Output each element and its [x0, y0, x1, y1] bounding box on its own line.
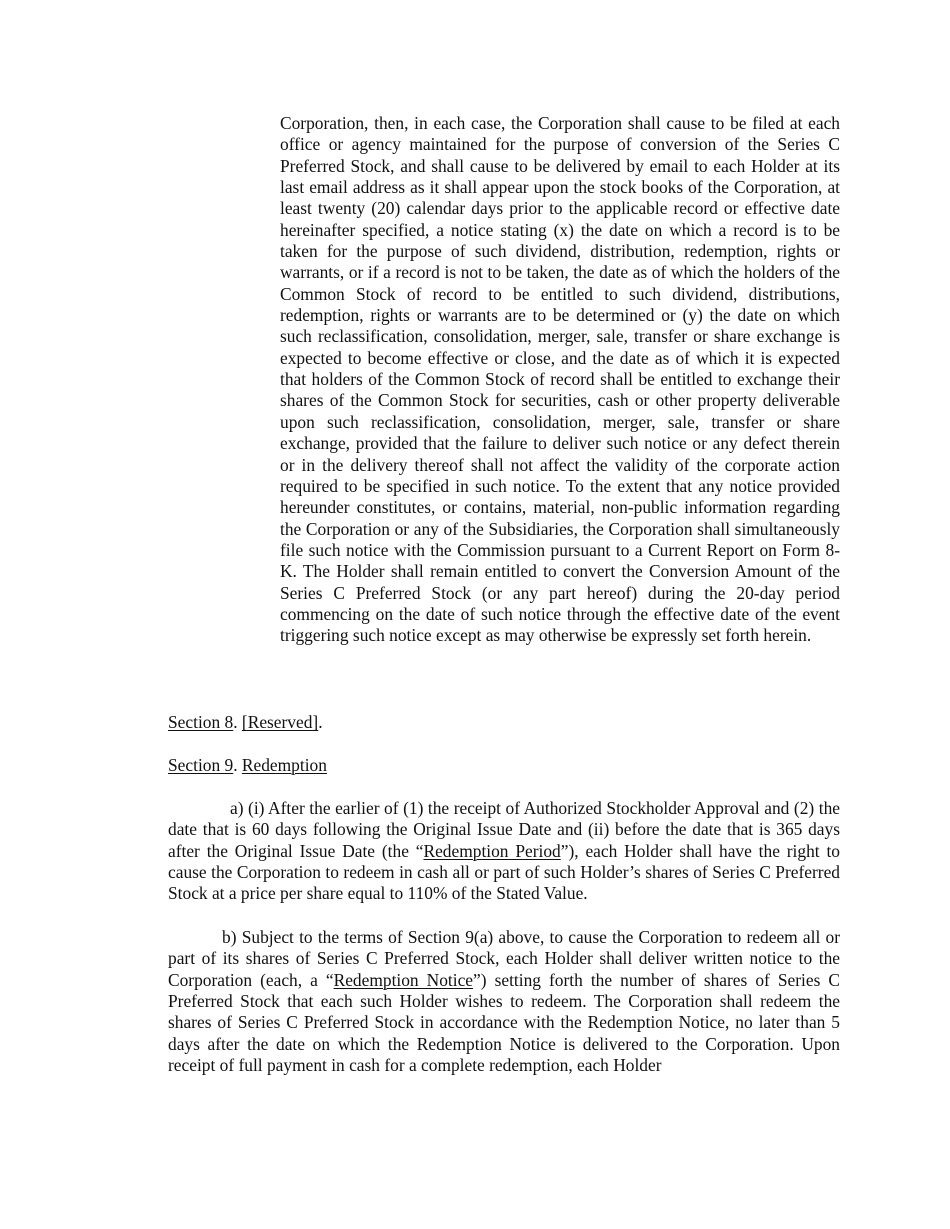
para-a-text-after: ”), each Holder shall have the right to cause the Corporation to redeem in cash all or part of such Holder’s shares of Series C Preferred Stock at a price per share equal to 110% of the Stated Value. [168, 840, 840, 904]
section-8-separator: . [233, 712, 242, 732]
section-9-heading [168, 755, 327, 776]
redemption-paragraph-b [168, 927, 840, 1076]
redemption-notice-term: Redemption Notice [333, 969, 474, 990]
section-8-label: Section 8 [168, 712, 234, 732]
section-8-title: [Reserved] [241, 712, 319, 732]
redemption-paragraph-a [168, 798, 840, 905]
section-8-heading [168, 712, 323, 733]
section-9-label: Section 9 [168, 755, 234, 775]
para-b-text-after: ”) setting forth the number of shares of Series C Preferred Stock that each such Holder wishes to redeem. The Corporation shall redeem the shares of Series C Preferred Stock in accordance with the Redemption Notice, no later than 5 days after the date on which the Redemption Notice is delivered to the Corporation. Upon receipt of full payment in cash for a complete redemption, each Holder [168, 969, 841, 1076]
redemption-period-term: Redemption Period [423, 840, 561, 861]
section-9-title: Redemption [241, 755, 327, 775]
para-a-text-before: a) (i) After the earlier of (1) the receipt of Authorized Stockholder Approval and (2) the date that is 60 days following the Original Issue Date and (ii) before the date that is 365 days after the Original Issue Date (the “ [168, 798, 840, 861]
section-9-separator: . [233, 755, 242, 775]
para-b-text-before: b) Subject to the terms of Section 9(a) above, to cause the Corporation to redeem all or part of its shares of Series C Preferred Stock, each Holder shall deliver written notice to the Corporation (each, a “ [168, 927, 840, 990]
continued-notice-paragraph: Corporation, then, in each case, the Corporation shall cause to be filed at each office or agency maintained for the purpose of conversion of the Series C Preferred Stock, and shall cause to be delivered by email to each Holder at its last email address as it shall appear upon the stock books of the Corporation, at least twenty (20) calendar days prior to the applicable record or effective date hereinafter specified, a notice stating (x) the date on which a record is to be taken for the purpose of such dividend, distribution, redemption, rights or warrants, or if a record is not to be taken, the date as of which the holders of the Common Stock of record to be entitled to such dividend, distributions, redemption, rights or warrants are to be determined or (y) the date on which such reclassification, consolidation, merger, sale, transfer or share exchange is expected to become effective or close, and the date as of which it is expected that holders of the Common Stock of record shall be entitled to exchange their shares of the Common Stock for securities, cash or other property deliverable upon such reclassification, consolidation, merger, sale, transfer or share exchange, provided that the failure to deliver such notice or any defect therein or in the delivery thereof shall not affect the validity of the corporate action required to be specified in such notice. To the extent that any notice provided hereunder constitutes, or contains, material, non-public information regarding the Corporation or any of the Subsidiaries, the Corporation shall simultaneously file such notice with the Commission pursuant to a Current Report on Form 8-K. The Holder shall remain entitled to convert the Conversion Amount of the Series C Preferred Stock (or any part hereof) during the 20-day period commencing on the date of such notice through the effective date of the event triggering such notice except as may otherwise be expressly set forth herein. [280, 113, 840, 646]
section-8-end: . [318, 712, 323, 732]
